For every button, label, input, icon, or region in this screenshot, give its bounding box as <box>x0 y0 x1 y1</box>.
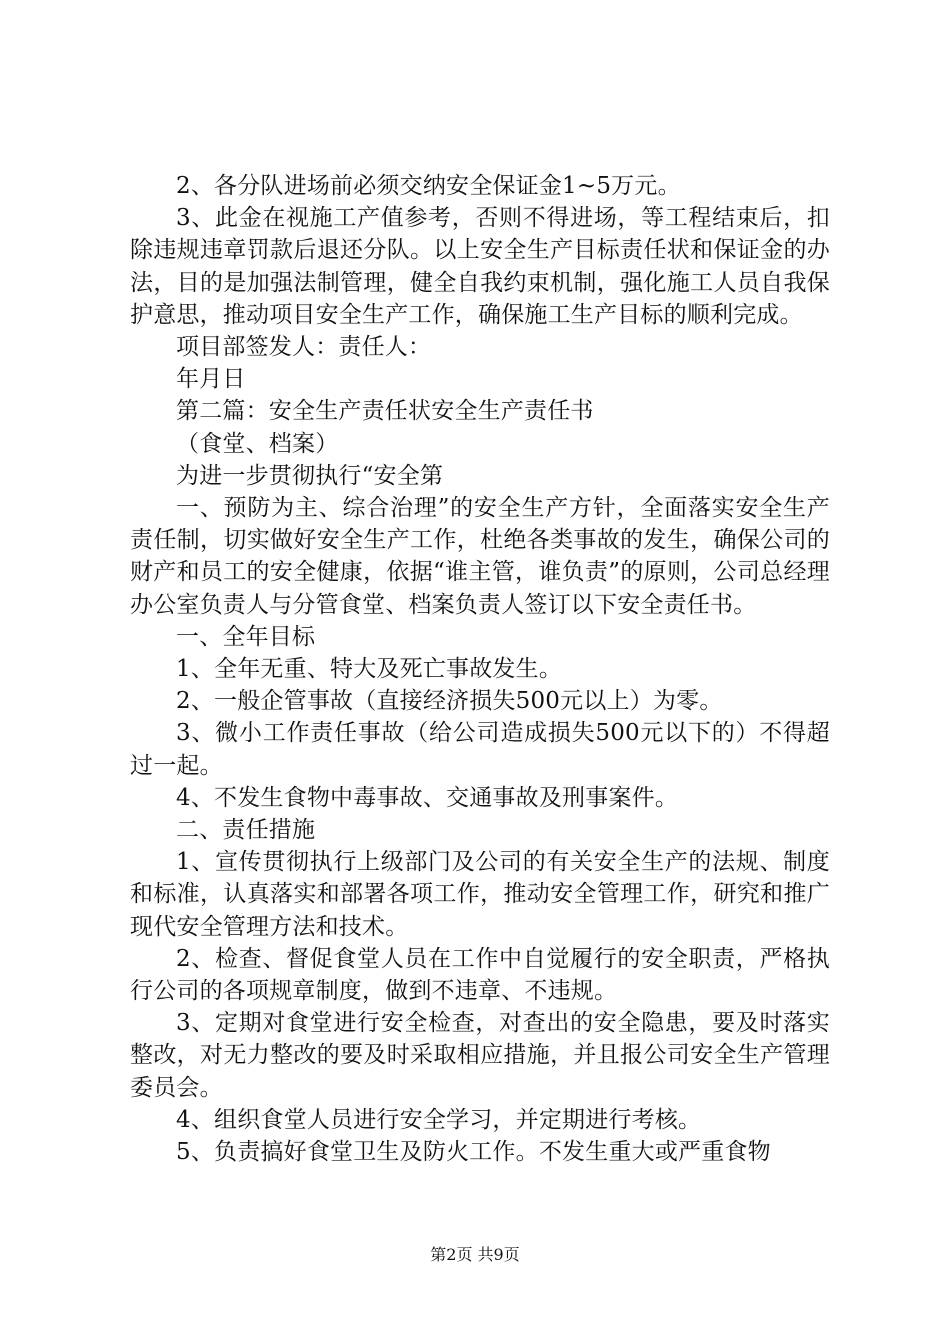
document-body <box>130 170 830 1168</box>
list-item: 2、检查、督促食堂人员在工作中自觉履行的安全职责，严格执行公司的各项规章制度，做到不违章、不违规。 <box>130 945 830 1005</box>
list-item: 5、负责搞好食堂卫生及防火工作。不发生重大或严重食物 <box>176 1139 771 1166</box>
list-item: 4、组织食堂人员进行安全学习，并定期进行考核。 <box>176 1106 702 1133</box>
section-heading: 第二篇：安全生产责任状安全生产责任书 <box>176 398 594 425</box>
section-heading: 二、责任措施 <box>176 817 316 844</box>
list-item: 3、定期对食堂进行安全检查，对查出的安全隐患，要及时落实整改，对无力整改的要及时采取相应措施，并且报公司安全生产管理委员会。 <box>130 1010 830 1101</box>
paragraph: 一、预防为主、综合治理”的安全生产方针，全面落实安全生产责任制，切实做好安全生产工作，杜绝各类事故的发生，确保公司的财产和员工的安全健康，依据“谁主管，谁负责”的原则，公司总经理办公室负责人与分管食堂、档案负责人签订以下安全责任书。 <box>130 495 830 618</box>
list-item: 1、全年无重、特大及死亡事故发生。 <box>176 656 563 683</box>
paragraph: 项目部签发人：责任人： <box>176 334 432 361</box>
list-item: 2、一般企管事故（直接经济损失500元以上）为零。 <box>176 688 723 715</box>
paragraph: （食堂、档案） <box>176 430 339 457</box>
section-heading: 一、全年目标 <box>176 623 316 650</box>
list-item: 1、宣传贯彻执行上级部门及公司的有关安全生产的法规、制度和标准，认真落实和部署各项工作，推动安全管理工作，研究和推广现代安全管理方法和技术。 <box>130 849 830 940</box>
page-footer: 第2页 共9页 <box>430 1245 520 1264</box>
paragraph: 2、各分队进场前必须交纳安全保证金1~5万元。 <box>176 173 681 199</box>
paragraph: 3、此金在视施工产值参考，否则不得进场，等工程结束后，扣除违规违章罚款后退还分队。以上安全生产目标责任状和保证金的办法，目的是加强法制管理，健全自我约束机制，强化施工人员自我保护意思，推动项目安全生产工作，确保施工生产目标的顺利完成。 <box>130 205 830 328</box>
paragraph: 年月日 <box>176 366 246 393</box>
list-item: 4、不发生食物中毒事故、交通事故及刑事案件。 <box>176 784 679 811</box>
list-item: 3、微小工作责任事故（给公司造成损失500元以下的）不得超过一起。 <box>130 720 830 779</box>
paragraph: 为进一步贯彻执行“安全第 <box>176 462 444 489</box>
